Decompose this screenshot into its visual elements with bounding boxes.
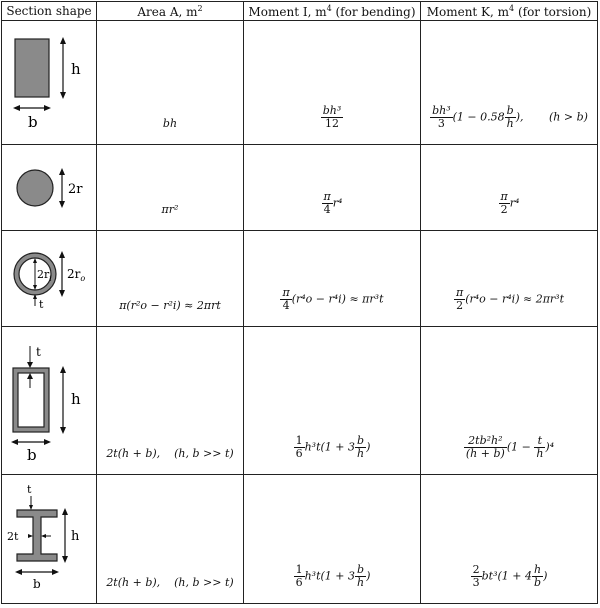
table-row xyxy=(2,327,598,475)
ibeam-t-label: t xyxy=(27,483,32,496)
circle-shape xyxy=(17,170,53,206)
ibeam-h-label: h xyxy=(71,529,80,544)
area-formula: bh xyxy=(162,116,178,130)
circle-r-label: 2r xyxy=(68,181,83,197)
circle-section-diagram xyxy=(7,150,91,226)
header-area xyxy=(97,2,244,21)
torsion-cell: $\frac{2}{3}$ bt³(1 + 4 $\frac{h}{b}$ ) xyxy=(421,475,598,604)
rectangle-shape xyxy=(15,39,49,97)
header-bending-suffix: (for bending) xyxy=(331,4,416,19)
table-row xyxy=(2,21,598,145)
bending-fraction: $\frac{\text{bh³}}{12}$ xyxy=(322,103,342,130)
header-area-exp: 2 xyxy=(197,3,203,13)
area-cell xyxy=(97,475,244,604)
area-formula: 2t(h + b), (h, b >> t) xyxy=(106,575,234,589)
tube-ro-label: $2r_o$ xyxy=(67,266,86,283)
area-cell xyxy=(97,145,244,231)
header-bending xyxy=(244,2,421,21)
bending-cell: $\frac{\pi}{4}$ (r⁴o − r⁴i) ≈ πr³t xyxy=(244,231,421,327)
header-section-shape: Section shape xyxy=(2,2,97,21)
box-section-diagram xyxy=(5,338,93,464)
torsion-cell: $\frac{\pi}{2}$ r⁴ xyxy=(421,145,598,231)
shape-circle-cell xyxy=(2,145,97,231)
shape-tube-cell xyxy=(2,231,97,327)
torsion-cell: $\frac{\text{bh³}}{3}$ (1 − 0.58 $\frac{b}{h}$ ), (h > b) xyxy=(421,21,598,145)
header-torsion-label: Moment K, m xyxy=(426,4,510,19)
header-torsion-exp: 4 xyxy=(509,3,515,13)
torsion-cell: $\frac{\pi}{2}$ (r⁴o − r⁴i) ≈ 2πr³t xyxy=(421,231,598,327)
table-row xyxy=(2,475,598,604)
area-cell xyxy=(97,21,244,145)
torsion-condition: (h > b) xyxy=(549,110,588,124)
header-bending-label: Moment I, m xyxy=(248,4,327,19)
torsion-cell: $\frac{\text{2tb²h²}}{(h + b)}$ (1 − $\frac{t}{h}$ )⁴ xyxy=(421,327,598,475)
rectangle-section-diagram xyxy=(7,33,91,133)
area-formula: π(r²o − r²i) ≈ 2πrt xyxy=(119,298,221,312)
area-formula: 2t(h + b), (h, b >> t) xyxy=(106,446,234,460)
ibeam-2t-label: 2t xyxy=(7,530,19,543)
shape-ibeam-cell xyxy=(2,475,97,604)
box-h-label: h xyxy=(71,389,81,408)
ibeam-b-label: b xyxy=(33,577,41,591)
header-bending-exp: 4 xyxy=(326,3,332,13)
ibeam-section-diagram xyxy=(5,480,93,598)
table-row xyxy=(2,231,598,327)
bending-cell: $\frac{1}{6}$ h³t(1 + 3 $\frac{b}{h}$ ) xyxy=(244,327,421,475)
header-area-label: Area A, m xyxy=(137,4,198,19)
bending-cell: $\frac{1}{6}$ h³t(1 + 3 $\frac{b}{h}$ ) xyxy=(244,475,421,604)
rect-b-label: b xyxy=(28,112,38,131)
area-cell xyxy=(97,327,244,475)
tube-section-diagram xyxy=(5,236,93,322)
header-row xyxy=(2,2,598,21)
tube-t-label: t xyxy=(39,297,44,311)
box-inner xyxy=(18,373,44,427)
bending-cell: $\frac{\pi}{4}$ r⁴ xyxy=(244,145,421,231)
bending-cell xyxy=(244,21,421,145)
tube-ri-label: $2r_i$ xyxy=(37,267,52,283)
area-formula: πr² xyxy=(161,202,179,216)
area-cell xyxy=(97,231,244,327)
shape-rectangle-cell xyxy=(2,21,97,145)
rect-h-label: h xyxy=(71,59,81,78)
header-torsion-suffix: (for torsion) xyxy=(514,4,592,19)
box-b-label: b xyxy=(27,445,37,464)
box-t-label: t xyxy=(36,344,41,359)
table-row xyxy=(2,145,598,231)
section-properties-table xyxy=(1,1,598,604)
shape-box-cell xyxy=(2,327,97,475)
header-torsion xyxy=(421,2,598,21)
